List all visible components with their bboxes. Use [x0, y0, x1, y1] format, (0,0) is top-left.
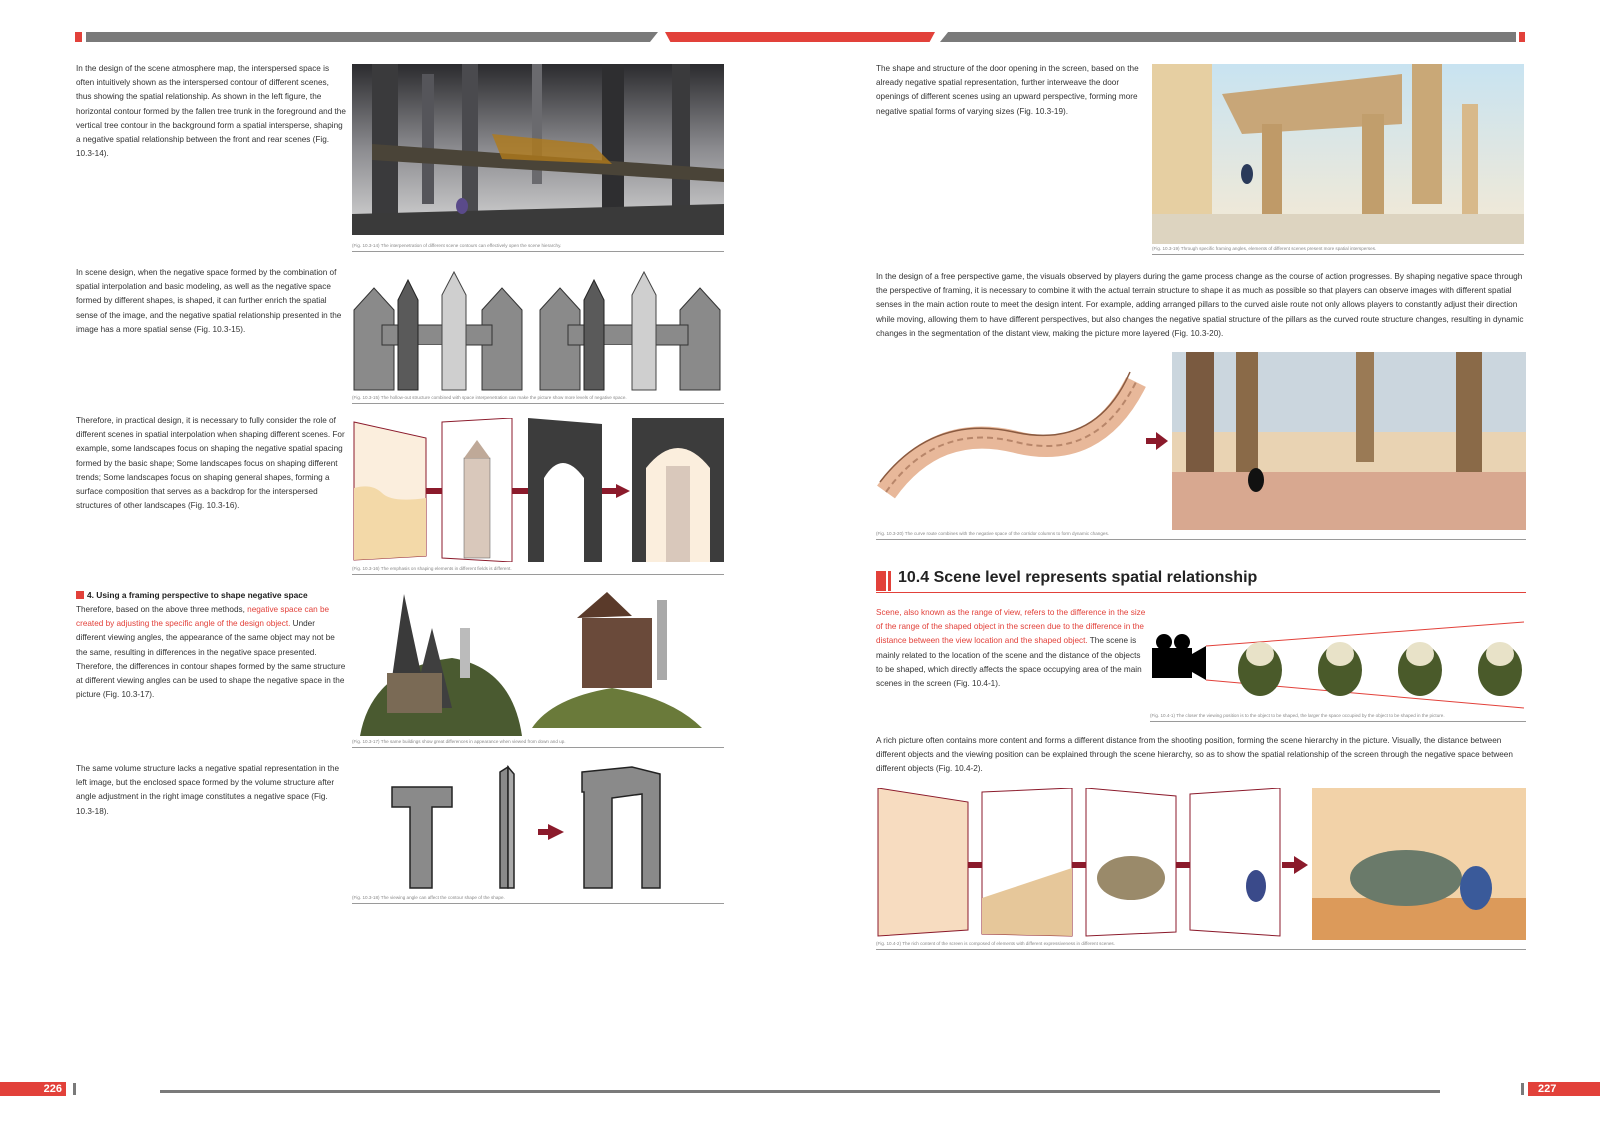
- figure-scene-layers: [876, 788, 1526, 940]
- page-number-left: 226: [0, 1082, 66, 1096]
- top-bar-right: [940, 32, 1516, 42]
- square-bullet-icon: [76, 591, 84, 599]
- figure-caption: (Fig. 10.3-20) The curve route combines with the negative space of the corridor columns to form dynamic changes.: [876, 530, 1526, 540]
- top-accent-left: [75, 32, 82, 42]
- heading-accent-bar-thin: [888, 571, 891, 591]
- section-heading: [876, 569, 1526, 593]
- figure-caption: (Fig. 10.3-14) The interpenetration of different scene contours can effectively open the scene hierarchy.: [352, 242, 724, 252]
- page-number-tick: [73, 1083, 76, 1095]
- paragraph: In scene design, when the negative space formed by the combination of spatial interpolation and basic modeling, as well as the negative space formed by different shapes, is shaped, it can further enrich the spatial sense of the image, and the negative spatial relationship presented in the image has a more spatial sense (Fig. 10.3-15).: [76, 268, 342, 334]
- paragraph: In the design of a free perspective game, the visuals observed by players during the game process change as the course of action progresses. By shaping negative space through the perspective of framing, it is necessary to combine it with the actual terrain structure to shape it as much as possible so that players can observe images with different spatial senses in the main action route to meet the design intent. For example, adding arranged pillars to the curved aisle route not only allows players to constantly adjust their direction while moving, allowing them to have different perspectives, but also changes the negative spatial structure of the pillars as the curved route structure changes, resulting in dynamic changes in the segmentation of the distant view, making the picture more layered (Fig. 10.3-20).: [876, 272, 1524, 338]
- paragraph: A rich picture often contains more content and forms a different distance from the shooting position, forming the scene hierarchy in the picture. Visually, the distance between different objects and the viewing position can be explained through the scene hierarchy, so as to show the spatial relationship of the screen through the negative space between different objects (Fig. 10.4-2).: [876, 736, 1513, 774]
- figure-caption: (Fig. 10.3-15) The hollow-out structure combined with space interpenetration can make the picture show more levels of negative space.: [352, 394, 724, 404]
- figure-caption: (Fig. 10.4-2) The rich content of the screen is composed of elements with different expressiveness in different scenes.: [876, 940, 1526, 950]
- paragraph: Scene, also known as the range of view, refers to the difference in the size of the range of the shaped object in the screen due to the difference in the distance between the view location and the shaped object. The scene is mainly related to the location of the scene and the distance of the objects to be shaped, which directly affects the space occupying area of the main scenes in the screen (Fig. 10.4-1).: [876, 608, 1146, 689]
- figure-door-openings: [1152, 64, 1524, 244]
- heading-accent-bar: [876, 571, 886, 591]
- bottom-rule: [160, 1090, 1440, 1093]
- subheading: 4. Using a framing perspective to shape negative space: [76, 590, 308, 600]
- top-bar-center: [665, 32, 935, 42]
- paragraph: In the design of the scene atmosphere map, the interspersed space is often intuitively shown as the interspersed contour of different scenes, thus showing the spatial relationship. As shown in the left figure, the horizontal contour formed by the fallen tree trunk in the foreground and the vertical tree contour in the background form a spatial intersperse, shaping a negative spatial relationship between the front and rear scenes (Fig. 10.3-14).: [76, 64, 346, 159]
- figure-caption: (Fig. 10.3-16) The emphasis on shaping elements in different fields is different.: [352, 565, 724, 575]
- top-bar-left: [86, 32, 658, 42]
- figure-fallen-tree-forest: [352, 64, 724, 235]
- page-number-right: 227: [1528, 1082, 1600, 1096]
- top-accent-right: [1519, 32, 1525, 42]
- paragraph: Therefore, in practical design, it is necessary to fully consider the role of different scenes in spatial interpolation when shaping different scenes. For example, some landscapes focus on shaping the negative spatial spacing formed by the basic shape; Some landscapes focus on shaping different trends; Some landscapes focus on shaping general shapes, forming a surface composition that serves as a backdrop for the interspersed structures of other landscapes (Fig. 10.3-16).: [76, 416, 345, 511]
- figure-curved-route: [876, 352, 1526, 530]
- section-heading-text: 10.4 Scene level represents spatial relationship: [898, 569, 1258, 586]
- figure-volume-angle: [352, 762, 724, 892]
- paragraph: The shape and structure of the door opening in the screen, based on the already negative spatial representation, further interweave the door openings of different scenes using an upward perspective, forming more negative spatial forms of varying sizes (Fig. 10.3-19).: [876, 64, 1139, 116]
- figure-layered-elements: [352, 418, 724, 562]
- paragraph: The same volume structure lacks a negative spatial representation in the left image, but the enclosed space formed by the volume structure after angle adjustment in the right image constitutes a negative space (Fig. 10.3-18).: [76, 764, 340, 816]
- figure-caption: (Fig. 10.3-19) Through specific framing angles, elements of different scenes present more spatial intersperses.: [1152, 245, 1524, 255]
- figure-caption: (Fig. 10.3-18) The viewing angle can affect the contour shape of the shape.: [352, 894, 724, 904]
- figure-building-viewpoints: [352, 588, 724, 738]
- page-number-tick: [1521, 1083, 1524, 1095]
- figure-caption: (Fig. 10.3-17) The same buildings show great differences in appearance when viewed from down and up.: [352, 738, 724, 748]
- figure-caption: (Fig. 10.4-1) The closer the viewing position is to the object to be shaped, the larger the space occupied by the object to be shaped in the picture.: [1150, 712, 1526, 722]
- figure-camera-distance: [1150, 620, 1526, 712]
- figure-hollow-structure: [352, 270, 724, 392]
- paragraph: Therefore, based on the above three methods, negative space can be created by adjusting the specific angle of the design object. Under different viewing angles, the appearance of the same object may not be the same, resulting in differences in the negative space presented. Therefore, the differences in contour shapes formed by the same structure at different viewing angles can be used to shape the negative space in the picture (Fig. 10.3-17).: [76, 605, 346, 700]
